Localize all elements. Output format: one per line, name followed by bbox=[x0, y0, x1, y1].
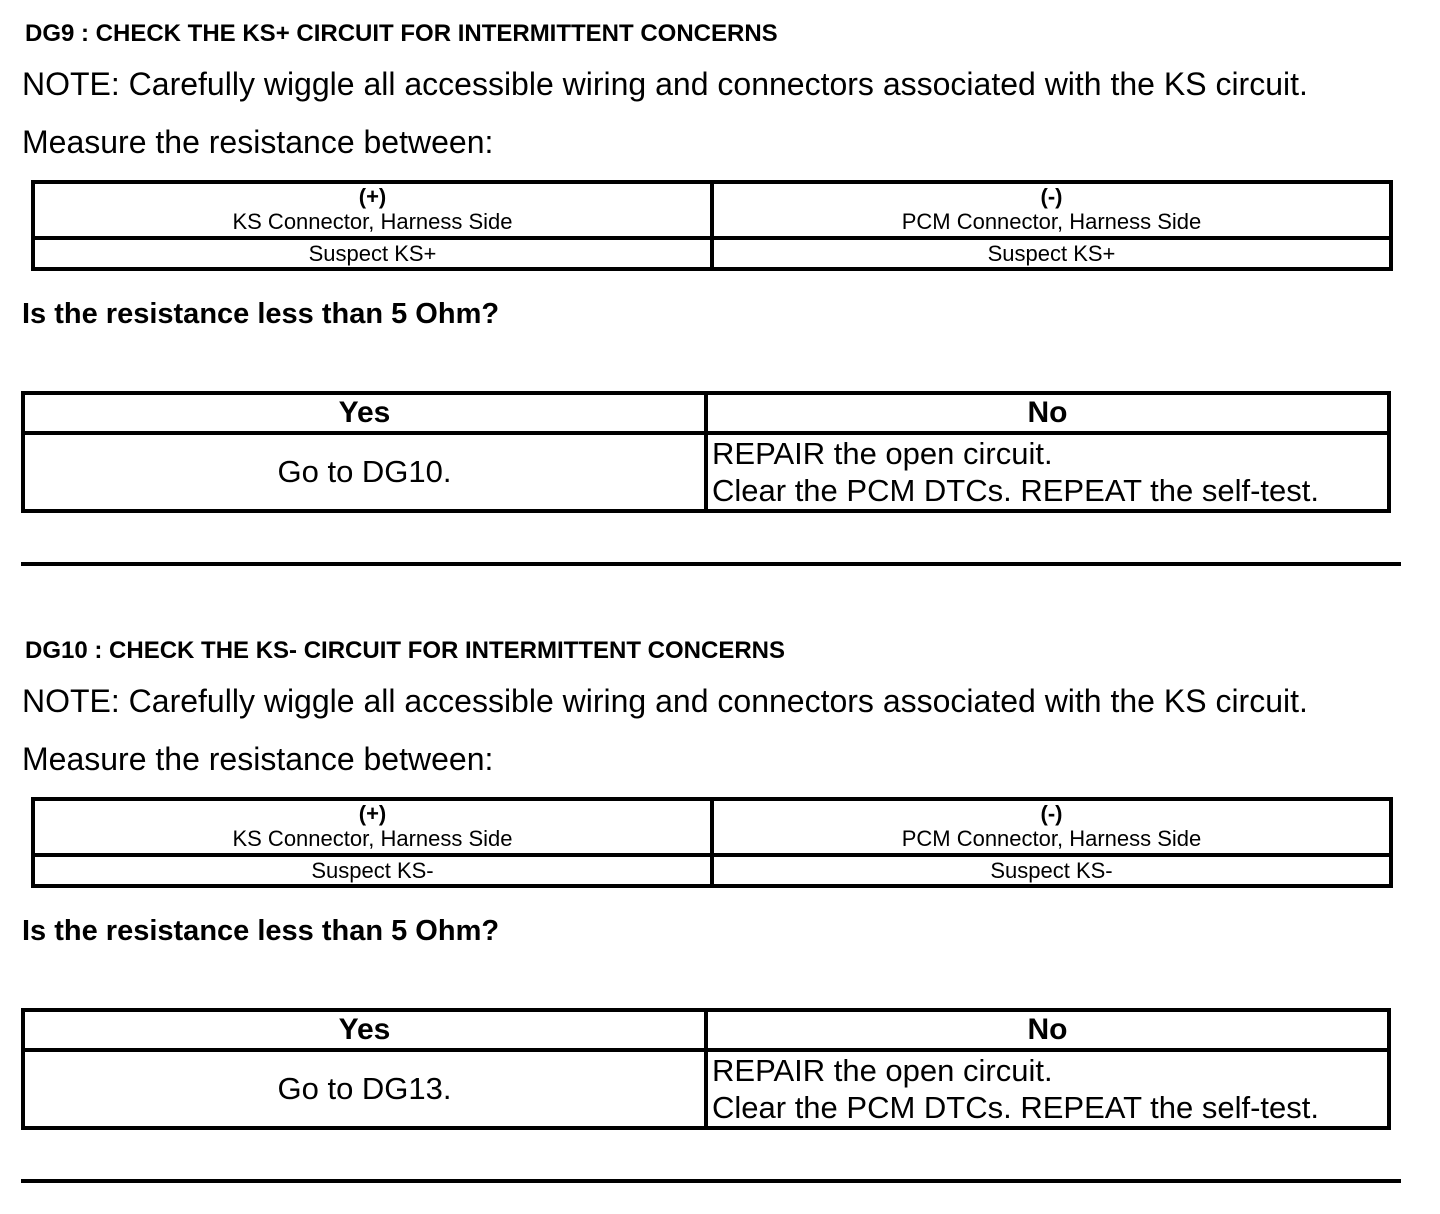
no-header: No bbox=[706, 1010, 1389, 1050]
measurement-table bbox=[31, 180, 1393, 271]
test-step-dg9 bbox=[0, 0, 1440, 580]
step-note: NOTE: Carefully wiggle all accessible wiring and connectors associated with the KS circuit. bbox=[22, 683, 1308, 719]
yes-header: Yes bbox=[23, 1010, 706, 1050]
measurement-table bbox=[31, 797, 1393, 888]
measure-intro: Measure the resistance between: bbox=[22, 124, 494, 160]
step-note: NOTE: Carefully wiggle all accessible wiring and connectors associated with the KS circuit. bbox=[22, 66, 1308, 102]
measure-intro: Measure the resistance between: bbox=[22, 741, 494, 777]
yes-action: Go to DG10. bbox=[23, 433, 706, 511]
decision-question: Is the resistance less than 5 Ohm? bbox=[22, 298, 500, 330]
step-title: DG10 : CHECK THE KS- CIRCUIT FOR INTERMITTENT CONCERNS bbox=[25, 637, 786, 664]
result-table bbox=[21, 391, 1391, 513]
no-action-line-2: Clear the PCM DTCs. REPEAT the self-test. bbox=[712, 473, 1319, 508]
no-header: No bbox=[706, 393, 1389, 433]
section-divider bbox=[21, 1179, 1401, 1183]
yes-header: Yes bbox=[23, 393, 706, 433]
test-step-dg10 bbox=[0, 617, 1440, 1197]
positive-sign: (+) bbox=[358, 801, 387, 826]
negative-connector: PCM Connector, Harness Side bbox=[901, 826, 1202, 851]
no-action-line-1: REPAIR the open circuit. bbox=[712, 1053, 1053, 1088]
negative-lead-header bbox=[712, 799, 1391, 855]
yes-action: Go to DG13. bbox=[23, 1050, 706, 1128]
negative-sign: (-) bbox=[1040, 801, 1063, 826]
negative-pin-cell: Suspect KS- bbox=[712, 855, 1391, 886]
no-action bbox=[706, 433, 1389, 511]
negative-sign: (-) bbox=[1040, 184, 1063, 209]
positive-pin-cell: Suspect KS+ bbox=[33, 238, 712, 269]
negative-pin-cell: Suspect KS+ bbox=[712, 238, 1391, 269]
positive-connector: KS Connector, Harness Side bbox=[232, 826, 513, 851]
section-divider bbox=[21, 562, 1401, 566]
negative-lead-header bbox=[712, 182, 1391, 238]
positive-pin-cell: Suspect KS- bbox=[33, 855, 712, 886]
positive-connector: KS Connector, Harness Side bbox=[232, 209, 513, 234]
positive-sign: (+) bbox=[358, 184, 387, 209]
positive-lead-header bbox=[33, 182, 712, 238]
no-action-line-1: REPAIR the open circuit. bbox=[712, 436, 1053, 471]
step-title: DG9 : CHECK THE KS+ CIRCUIT FOR INTERMITTENT CONCERNS bbox=[25, 20, 778, 47]
positive-lead-header bbox=[33, 799, 712, 855]
no-action bbox=[706, 1050, 1389, 1128]
no-action-line-2: Clear the PCM DTCs. REPEAT the self-test. bbox=[712, 1090, 1319, 1125]
result-table bbox=[21, 1008, 1391, 1130]
decision-question: Is the resistance less than 5 Ohm? bbox=[22, 915, 500, 947]
negative-connector: PCM Connector, Harness Side bbox=[901, 209, 1202, 234]
